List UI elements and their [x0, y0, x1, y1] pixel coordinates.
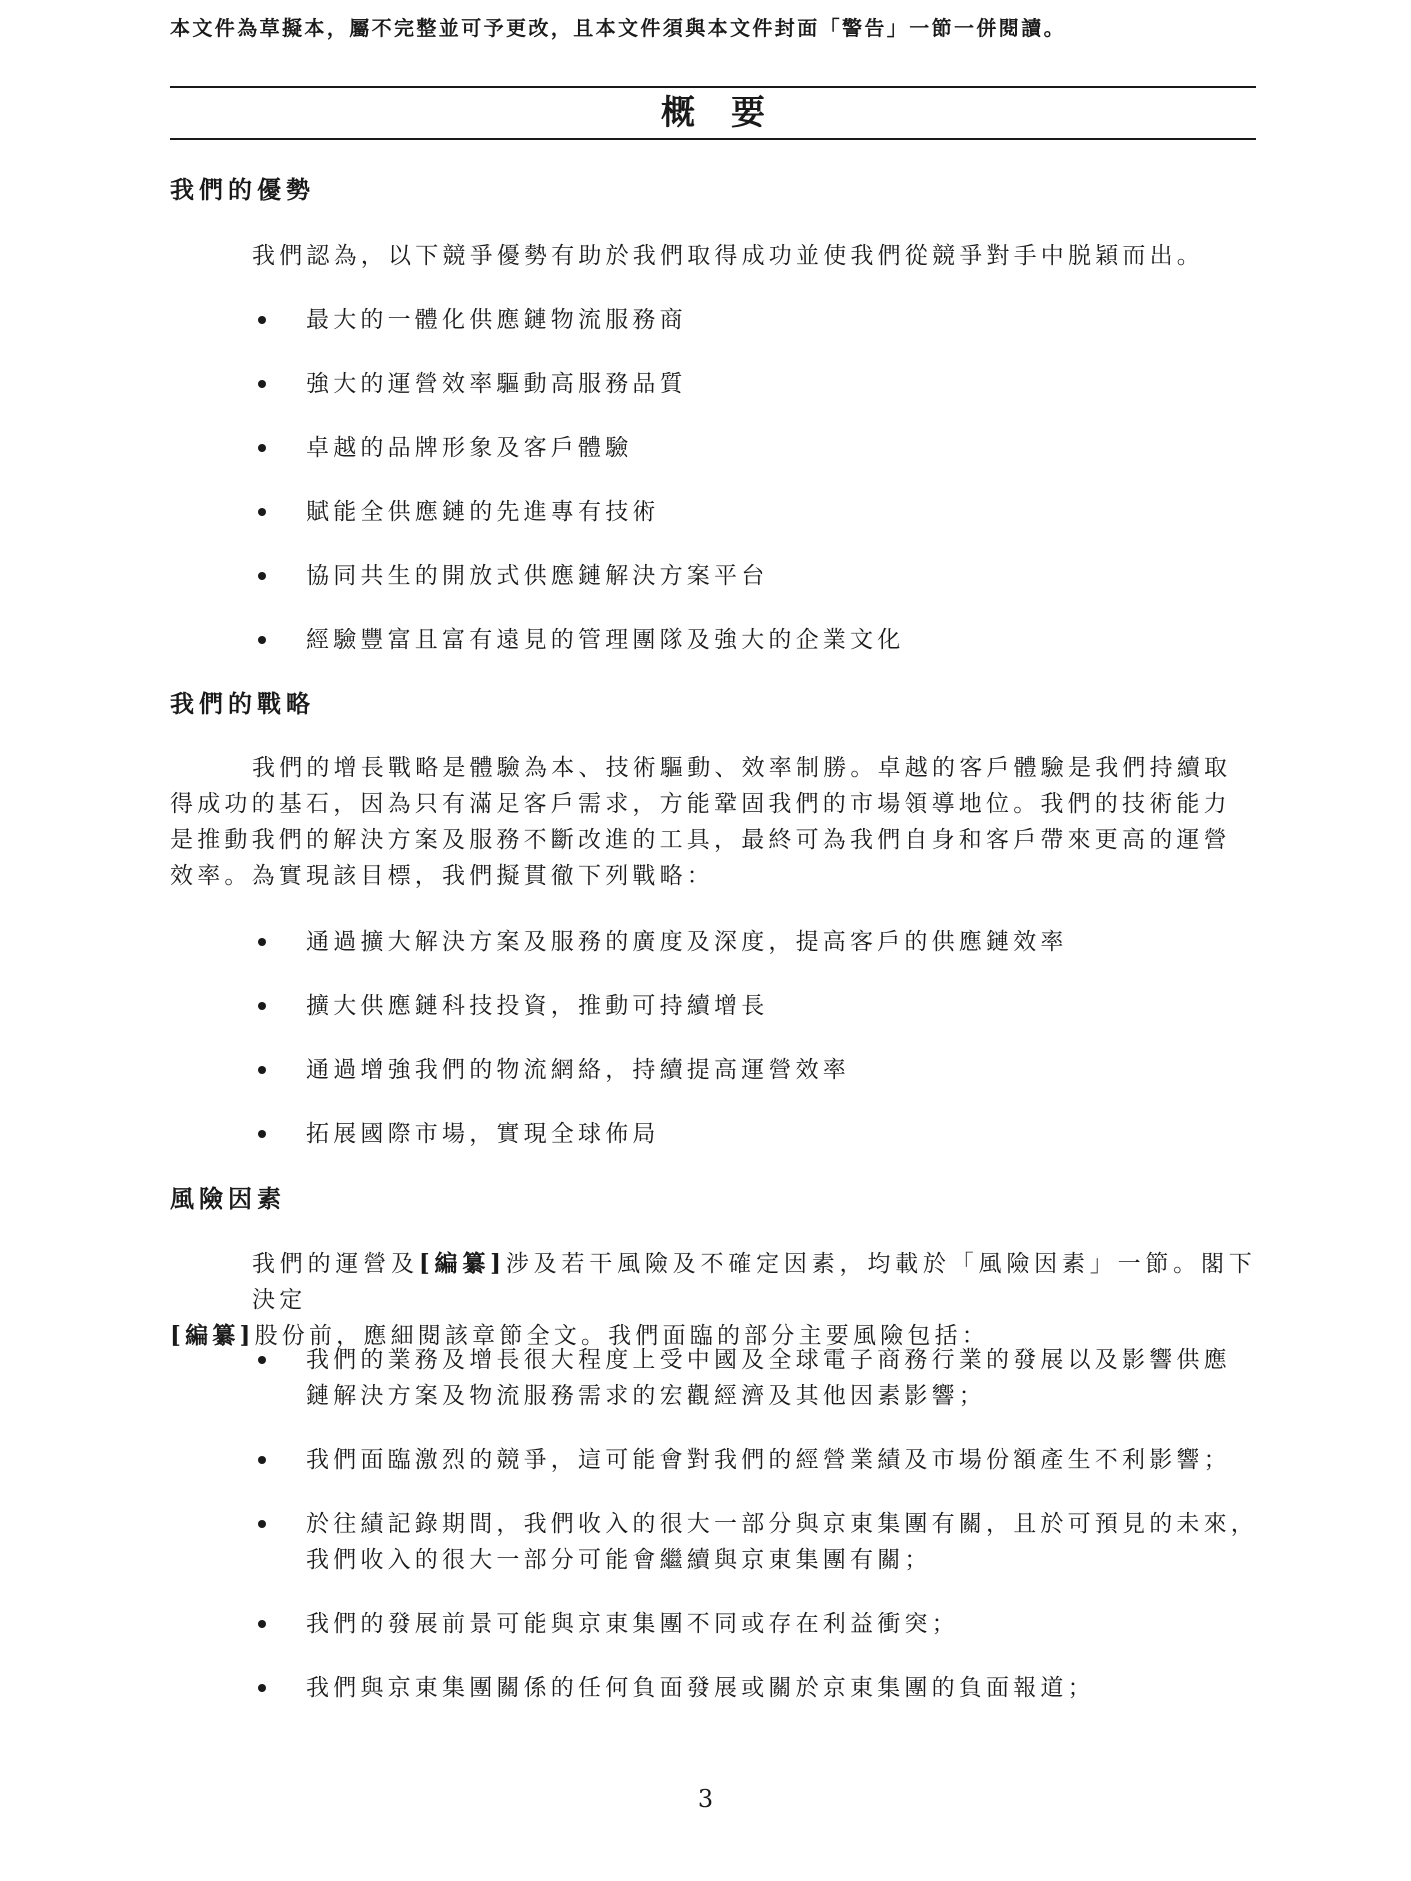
- list-item-text: 通過增強我們的物流網絡，持續提高運營效率: [306, 1057, 850, 1083]
- draft-disclaimer: 本文件為草擬本，屬不完整並可予更改，且本文件須與本文件封面「警告」一節一併閱讀。: [170, 16, 1066, 40]
- list-item-line: 我們面臨激烈的競爭，這可能會對我們的經營業績及市場份額產生不利影響；: [306, 1447, 1231, 1473]
- list-item-text: 賦能全供應鏈的先進專有技術: [306, 499, 660, 525]
- bullet-icon: [258, 508, 266, 516]
- strengths-heading: 我們的優勢: [170, 175, 315, 204]
- list-item-text: 強大的運營效率驅動高服務品質: [306, 371, 687, 397]
- list-item-text: [306, 1342, 1256, 1414]
- redacted-marker: [編纂]: [170, 1322, 255, 1349]
- paragraph-line: 我們的增長戰略是體驗為本、技術驅動、效率制勝。卓越的客戶體驗是我們持續取: [252, 755, 1232, 781]
- list-item-text: [306, 1442, 1256, 1478]
- list-item-text: 最大的一體化供應鏈物流服務商: [306, 307, 687, 333]
- bullet-icon: [258, 1002, 266, 1010]
- list-item-text: [306, 1670, 1256, 1706]
- risks-heading: 風險因素: [170, 1184, 286, 1213]
- bullet-icon: [258, 1520, 266, 1528]
- list-item-line: 鏈解決方案及物流服務需求的宏觀經濟及其他因素影響；: [306, 1383, 986, 1409]
- paragraph-text: 涉及若干風險及不確定因素，均載於「風險因素」一節。閣下決定: [252, 1251, 1256, 1313]
- list-item-line: 我們與京東集團關係的任何負面發展或關於京東集團的負面報道；: [306, 1675, 1095, 1701]
- title-top-rule: [170, 86, 1256, 88]
- paragraph-line: 是推動我們的解決方案及服務不斷改進的工具，最終可為我們自身和客戶帶來更高的運營: [170, 827, 1231, 853]
- bullet-icon: [258, 316, 266, 324]
- list-item-line: 我們的業務及增長很大程度上受中國及全球電子商務行業的發展以及影響供應: [306, 1347, 1231, 1373]
- list-item-text: 經驗豐富且富有遠見的管理團隊及強大的企業文化: [306, 627, 905, 653]
- risks-paragraph: [170, 1246, 1256, 1354]
- list-item-line: 我們收入的很大一部分可能會繼續與京東集團有關；: [306, 1547, 932, 1573]
- bullet-icon: [258, 1684, 266, 1692]
- list-item-text: 通過擴大解決方案及服務的廣度及深度，提高客戶的供應鏈效率: [306, 929, 1068, 955]
- list-item-line: 我們的發展前景可能與京東集團不同或存在利益衝突；: [306, 1611, 959, 1637]
- bullet-icon: [258, 1356, 266, 1364]
- strategies-heading: 我們的戰略: [170, 689, 315, 718]
- paragraph-line: 得成功的基石，因為只有滿足客戶需求，方能鞏固我們的市場領導地位。我們的技術能力: [170, 791, 1231, 817]
- title-bottom-rule: [170, 138, 1256, 140]
- bullet-icon: [258, 444, 266, 452]
- bullet-icon: [258, 380, 266, 388]
- strategies-paragraph: [170, 750, 1256, 894]
- bullet-icon: [258, 1456, 266, 1464]
- list-item-text: 卓越的品牌形象及客戶體驗: [306, 435, 633, 461]
- list-item-text: 協同共生的開放式供應鏈解決方案平台: [306, 563, 769, 589]
- bullet-icon: [258, 1130, 266, 1138]
- paragraph-text: 股份前，應細閱該章節全文。我們面臨的部分主要風險包括：: [254, 1323, 989, 1349]
- page-number: 3: [697, 1785, 714, 1813]
- bullet-icon: [258, 1066, 266, 1074]
- paragraph-line: [170, 1246, 1256, 1318]
- list-item-line: 於往績記錄期間，我們收入的很大一部分與京東集團有關，且於可預見的未來，: [306, 1511, 1258, 1537]
- bullet-icon: [258, 572, 266, 580]
- list-item-text: 拓展國際市場，實現全球佈局: [306, 1121, 660, 1147]
- bullet-icon: [258, 1620, 266, 1628]
- section-title: 概要: [661, 93, 801, 133]
- paragraph-line: 效率。為實現該目標，我們擬貫徹下列戰略：: [170, 863, 714, 889]
- list-item-text: [306, 1506, 1256, 1578]
- redacted-marker: [編纂]: [418, 1250, 506, 1277]
- list-item-text: [306, 1606, 1256, 1642]
- paragraph-text: 我們的運營及: [252, 1251, 419, 1277]
- bullet-icon: [258, 938, 266, 946]
- bullet-icon: [258, 636, 266, 644]
- list-item-text: 擴大供應鏈科技投資，推動可持續增長: [306, 993, 769, 1019]
- strengths-intro: 我們認為，以下競爭優勢有助於我們取得成功並使我們從競爭對手中脱穎而出。: [252, 243, 1204, 269]
